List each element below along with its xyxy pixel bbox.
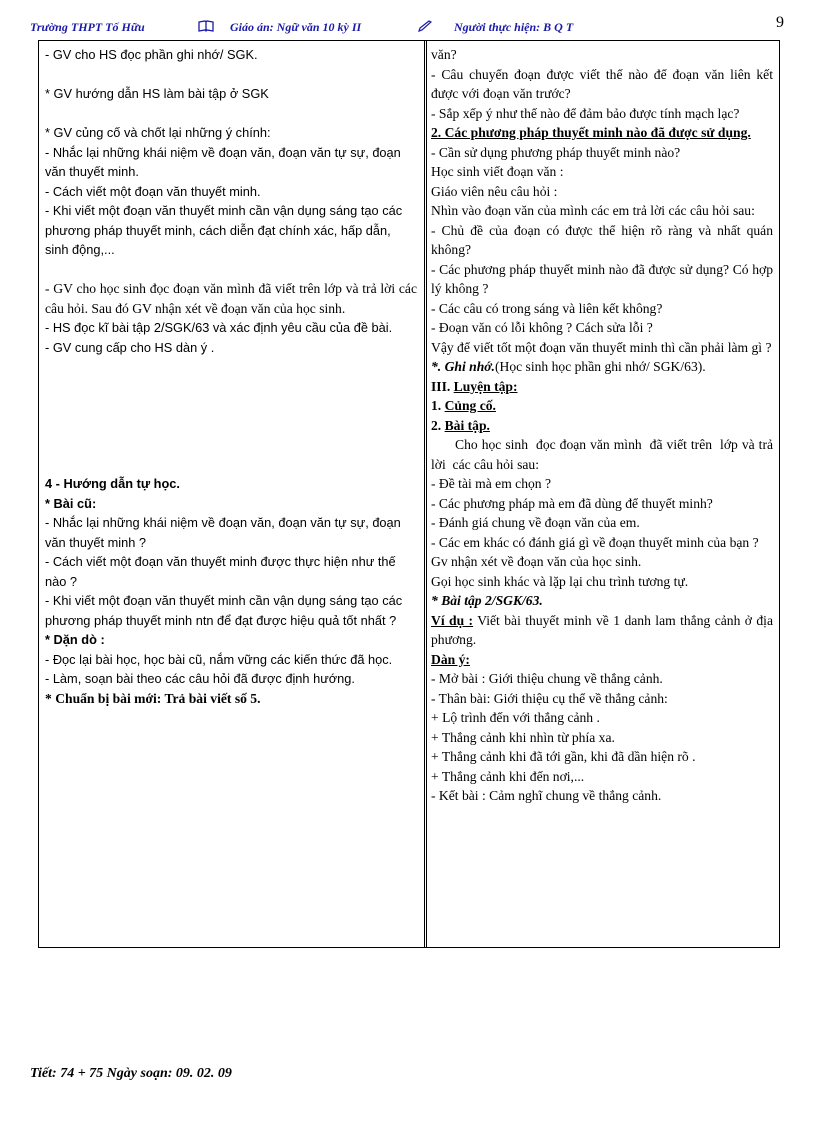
page-footer: Tiết: 74 + 75 Ngày soạn: 09. 02. 09 (30, 1066, 232, 1081)
page-header (30, 16, 790, 40)
text-line: - GV cung cấp cho HS dàn ý . (45, 339, 215, 355)
example-label: Ví dụ : (431, 612, 474, 628)
text-line: + Thắng cảnh khi đã tới gần, khi đã dần hiện rõ . (431, 749, 696, 764)
text-line: - Khi viết một đoạn văn thuyết minh cần vận dụng sáng tạo các phương pháp thuyết minh, cách diễn đạt chính xác, hấp dẫn, sinh động,... (45, 203, 403, 257)
text-line: * GV củng cố và chốt lại những ý chính: (45, 125, 271, 140)
text-line: - GV cho HS đọc phần ghi nhớ/ SGK. (45, 47, 258, 62)
text-line: - Sắp xếp ý như thế nào để đảm bảo được tính mạch lạc? (431, 105, 740, 121)
text-line: Nhìn vào đoạn văn của mình các em trả lời các câu hỏi sau: (431, 203, 755, 218)
text-line: - Cách viết một đoạn văn thuyết minh. (45, 183, 261, 199)
example-text: Viết bài thuyết minh về 1 danh lam thắng cảnh ở địa phương. (431, 612, 773, 647)
section-heading: 4 - Hướng dẫn tự học. (45, 476, 180, 491)
note-text: (Học sinh học phần ghi nhớ/ SGK/63). (494, 359, 706, 374)
author-label: Người thực hiện: B Q T (454, 20, 574, 34)
text-line: - Câu chuyển đoạn được viết thế nào để đoạn văn liên kết được với đoạn văn trước? (431, 66, 773, 101)
subheading: * Bài cũ: (45, 495, 97, 511)
exercise-heading: * Bài tập 2/SGK/63. (431, 593, 543, 608)
text-line: - GV cho học sinh đọc đoạn văn mình đã viết trên lớp và trả lời các câu hỏi. Sau đó GV nhận xét về đoạn văn của học sinh. (45, 281, 417, 316)
text-line: - Các em khác có đánh giá gì về đoạn thuyết minh của bạn ? (431, 534, 759, 550)
heading-text: Củng cố. (444, 398, 496, 413)
text-line: - Đề tài mà em chọn ? (431, 476, 552, 491)
heading-number: 1. (431, 398, 445, 413)
note-label: *. Ghi nhớ. (431, 359, 495, 374)
text-line: - Thân bài: Giới thiệu cụ thể về thắng cảnh: (431, 690, 668, 706)
column-divider (424, 41, 427, 947)
text-line: - HS đọc kĩ bài tập 2/SGK/63 và xác định yêu cầu của đề bài. (45, 320, 393, 335)
text-line (431, 611, 773, 650)
text-line: Học sinh viết đoạn văn : (431, 164, 564, 179)
section-heading (431, 377, 773, 397)
text-line: Vậy để viết tốt một đoạn văn thuyết minh thì cần phải làm gì ? (431, 339, 772, 355)
text-line: - Đánh giá chung về đoạn văn của em. (431, 515, 640, 530)
text-line: - Nhắc lại những khái niệm về đoạn văn, đoạn văn tự sự, đoạn văn thuyết minh ? (45, 515, 401, 550)
lesson-table (38, 40, 780, 948)
book-icon (198, 20, 214, 36)
text-line: + Lộ trình đến với thắng cảnh . (431, 710, 600, 725)
text-line: - Cách viết một đoạn văn thuyết minh được thực hiện như thế nào ? (45, 554, 396, 589)
text-line: Giáo viên nêu câu hỏi : (431, 183, 558, 199)
teacher-activity-column (45, 45, 417, 708)
text-line: - Kết bài : Cảm nghĩ chung về thắng cảnh. (431, 788, 662, 803)
text-line: * GV hướng dẫn HS làm bài tập ở SGK (45, 86, 269, 101)
text-line: - Làm, soạn bài theo các câu hỏi đã được định hướng. (45, 671, 355, 686)
text-line (431, 357, 773, 377)
text-line: - Cần sử dụng phương pháp thuyết minh nào? (431, 144, 681, 160)
outline-heading: Dàn ý: (431, 651, 470, 667)
section-heading: 2. Các phương pháp thuyết minh nào đã được sử dụng. (431, 125, 751, 140)
text-line: - Mở bài : Giới thiệu chung về thắng cảnh. (431, 671, 663, 686)
text-line: - Nhắc lại những khái niệm về đoạn văn, đoạn văn tự sự, đoạn văn thuyết minh. (45, 144, 401, 179)
heading-text: Bài tập. (444, 417, 490, 433)
pen-icon (418, 20, 432, 36)
heading-number: III. (431, 378, 454, 394)
text-line: - Các câu có trong sáng và liên kết không? (431, 300, 663, 316)
text-line: văn? (431, 47, 457, 62)
text-line: - Đọc lại bài học, học bài cũ, nắm vững các kiến thức đã học. (45, 651, 393, 667)
school-name: Trường THPT Tố Hữu (30, 20, 145, 34)
page-number: 9 (776, 14, 784, 31)
heading-number: 2. (431, 417, 445, 433)
text-line: - Các phương pháp mà em đã dùng để thuyết minh? (431, 495, 713, 511)
section-heading (431, 396, 773, 416)
subheading: * Dặn dò : (45, 632, 105, 647)
heading-text: Luyện tập: (453, 378, 518, 394)
lesson-plan-label: Giáo án: Ngữ văn 10 kỳ II (230, 20, 362, 34)
text-line: Cho học sinh đọc đoạn văn mình đã viết trên lớp và trả lời các câu hỏi sau: (431, 437, 777, 472)
section-heading (431, 416, 773, 436)
text-line: - Các phương pháp thuyết minh nào đã được sử dụng? Có hợp lý không ? (431, 261, 773, 296)
text-line: - Đoạn văn có lỗi không ? Cách sửa lỗi ? (431, 320, 653, 335)
text-line: + Thắng cảnh khi nhìn từ phía xa. (431, 729, 615, 745)
text-line: Gv nhận xét về đoạn văn của học sinh. (431, 554, 642, 569)
text-line: - Khi viết một đoạn văn thuyết minh cần vận dụng sáng tạo các phương pháp thuyết minh ntn để đạt được hiệu quả tốt nhất ? (45, 593, 403, 628)
text-line: Gọi học sinh khác và lặp lại chu trình tương tự. (431, 573, 689, 589)
text-line: + Thắng cảnh khi đến nơi,... (431, 768, 585, 784)
subheading: * Chuẩn bị bài mới: Trả bài viết số 5. (45, 690, 261, 706)
content-column (431, 45, 777, 806)
text-line: - Chủ đề của đoạn có được thể hiện rõ ràng và nhất quán không? (431, 222, 773, 257)
